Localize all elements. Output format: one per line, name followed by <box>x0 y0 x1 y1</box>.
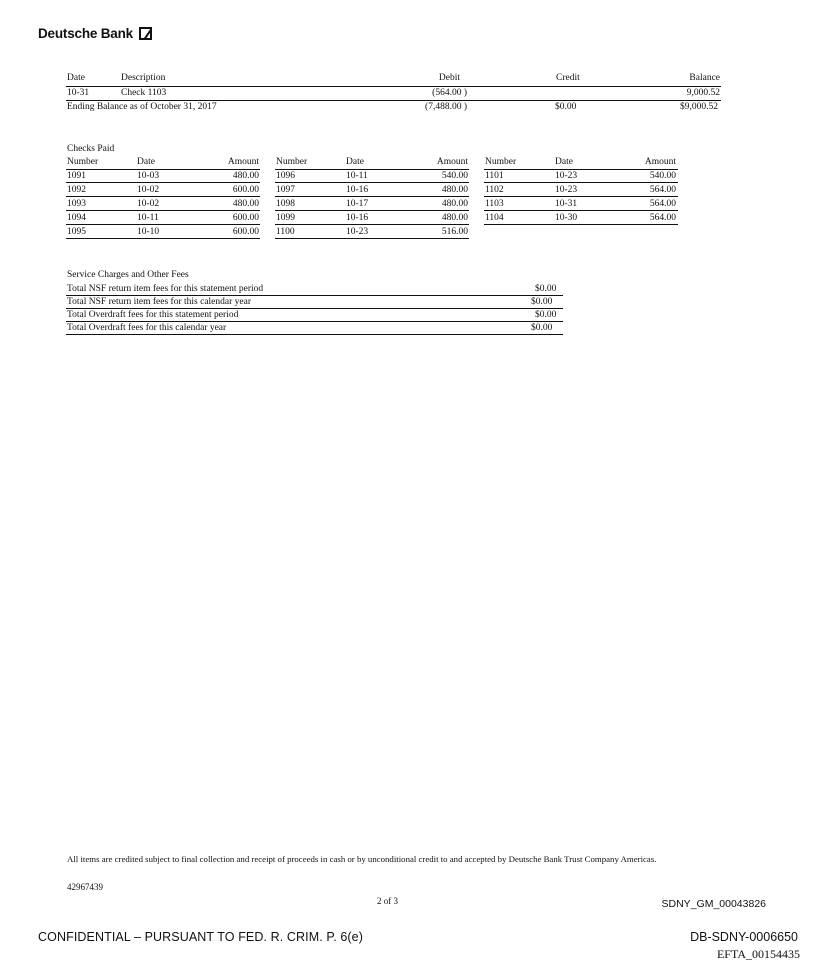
checks-col2-header-number: Number <box>276 157 308 167</box>
check-date: 10-11 <box>137 213 159 223</box>
check-amount: 540.00 <box>649 171 676 181</box>
check-number: 1094 <box>67 213 86 223</box>
bank-logo <box>38 26 152 41</box>
row-divider <box>66 100 721 101</box>
check-row-underline <box>66 224 260 225</box>
check-amount: 564.00 <box>649 185 676 195</box>
bates-number-gm: SDNY_GM_00043826 <box>661 898 766 910</box>
check-date: 10-16 <box>346 185 369 195</box>
check-row-underline <box>66 182 260 183</box>
checks-col2-header-underline <box>275 169 469 170</box>
check-date: 10-03 <box>137 171 160 181</box>
check-date: 10-31 <box>555 199 578 209</box>
check-number: 1104 <box>485 213 504 223</box>
row-balance: 9,000.52 <box>686 88 720 98</box>
confidential-notice: CONFIDENTIAL – PURSUANT TO FED. R. CRIM. P. 6(e) <box>38 930 363 944</box>
check-date: 10-02 <box>137 185 160 195</box>
check-amount: 564.00 <box>649 199 676 209</box>
check-row-underline <box>66 196 260 197</box>
fee-value: $0.00 <box>531 323 553 333</box>
bates-number-db: DB-SDNY-0006650 <box>690 930 798 944</box>
check-number: 1101 <box>485 171 504 181</box>
checks-col2-header-date: Date <box>346 157 364 167</box>
account-number: 42967439 <box>67 882 103 892</box>
fee-value: $0.00 <box>535 310 557 320</box>
check-row-underline <box>484 210 678 211</box>
ending-balance: $9,000.52 <box>680 102 718 112</box>
checks-col1-header-amount: Amount <box>227 157 259 167</box>
check-date: 10-30 <box>555 213 578 223</box>
check-number: 1095 <box>67 227 86 237</box>
checks-col3-header-date: Date <box>555 157 573 167</box>
check-amount: 516.00 <box>441 227 468 237</box>
check-date: 10-02 <box>137 199 160 209</box>
check-number: 1099 <box>276 213 295 223</box>
check-number: 1096 <box>276 171 295 181</box>
check-row-underline <box>275 210 469 211</box>
check-row-underline <box>484 182 678 183</box>
fee-row-underline <box>66 295 563 296</box>
col-header-debit: Debit <box>438 73 460 83</box>
col-header-balance: Balance <box>689 73 720 83</box>
checks-col3-header-number: Number <box>485 157 517 167</box>
check-number: 1092 <box>67 185 86 195</box>
check-row-underline <box>484 224 678 225</box>
check-amount: 600.00 <box>232 227 259 237</box>
checks-col1-header-date: Date <box>137 157 155 167</box>
check-number: 1097 <box>276 185 295 195</box>
fee-value: $0.00 <box>531 297 553 307</box>
check-date: 10-17 <box>346 199 369 209</box>
ending-balance-label: Ending Balance as of October 31, 2017 <box>67 102 217 112</box>
checks-col1-header-underline <box>66 169 260 170</box>
check-number: 1103 <box>485 199 504 209</box>
check-amount: 600.00 <box>232 213 259 223</box>
fee-value: $0.00 <box>535 284 557 294</box>
check-date: 10-23 <box>555 171 578 181</box>
bank-name: Deutsche Bank <box>38 26 133 41</box>
row-date: 10-31 <box>67 88 90 98</box>
check-date: 10-11 <box>346 171 368 181</box>
fees-title: Service Charges and Other Fees <box>67 270 189 280</box>
deutsche-bank-logo-icon <box>139 27 152 40</box>
checks-col2-header-amount: Amount <box>436 157 468 167</box>
fee-row-underline <box>66 334 563 335</box>
check-row-underline <box>484 196 678 197</box>
fee-label: Total Overdraft fees for this calendar year <box>67 323 227 333</box>
check-number: 1100 <box>276 227 295 237</box>
check-amount: 600.00 <box>232 185 259 195</box>
col-header-date: Date <box>67 73 85 83</box>
fee-label: Total NSF return item fees for this statement period <box>67 284 264 294</box>
check-amount: 480.00 <box>232 171 259 181</box>
check-amount: 480.00 <box>441 213 468 223</box>
fee-row-underline <box>66 321 563 322</box>
checks-col3-header-underline <box>484 169 678 170</box>
check-date: 10-23 <box>555 185 578 195</box>
check-row-underline <box>275 196 469 197</box>
header-divider <box>66 86 721 87</box>
check-row-underline <box>66 210 260 211</box>
check-row-underline <box>275 238 469 239</box>
page-number: 2 of 3 <box>377 896 398 906</box>
col-header-credit: Credit <box>556 73 580 83</box>
fee-row-underline <box>66 308 563 309</box>
check-date: 10-23 <box>346 227 369 237</box>
check-number: 1098 <box>276 199 295 209</box>
row-debit: (564.00 ) <box>432 88 467 98</box>
check-date: 10-10 <box>137 227 160 237</box>
check-number: 1102 <box>485 185 504 195</box>
footer-note: All items are credited subject to final collection and receipt of proceeds in cash or by unconditional credit to and accepted by Deutsche Bank Trust Company Americas. <box>67 854 657 864</box>
check-row-underline <box>275 182 469 183</box>
check-amount: 540.00 <box>441 171 468 181</box>
check-row-underline <box>66 238 260 239</box>
check-amount: 480.00 <box>232 199 259 209</box>
checks-paid-title: Checks Paid <box>67 144 115 154</box>
col-header-description: Description <box>121 73 166 83</box>
checks-col3-header-amount: Amount <box>644 157 676 167</box>
efta-number: EFTA_00154435 <box>716 947 800 961</box>
ending-credit: $0.00 <box>555 102 577 112</box>
check-row-underline <box>275 224 469 225</box>
check-number: 1091 <box>67 171 86 181</box>
checks-col1-header-number: Number <box>67 157 99 167</box>
check-date: 10-16 <box>346 213 369 223</box>
fee-label: Total NSF return item fees for this calendar year <box>67 297 251 307</box>
check-number: 1093 <box>67 199 86 209</box>
check-amount: 480.00 <box>441 185 468 195</box>
fee-label: Total Overdraft fees for this statement period <box>67 310 239 320</box>
check-amount: 564.00 <box>649 213 676 223</box>
row-description: Check 1103 <box>121 88 167 98</box>
check-amount: 480.00 <box>441 199 468 209</box>
ending-debit: (7,488.00 ) <box>425 102 467 112</box>
